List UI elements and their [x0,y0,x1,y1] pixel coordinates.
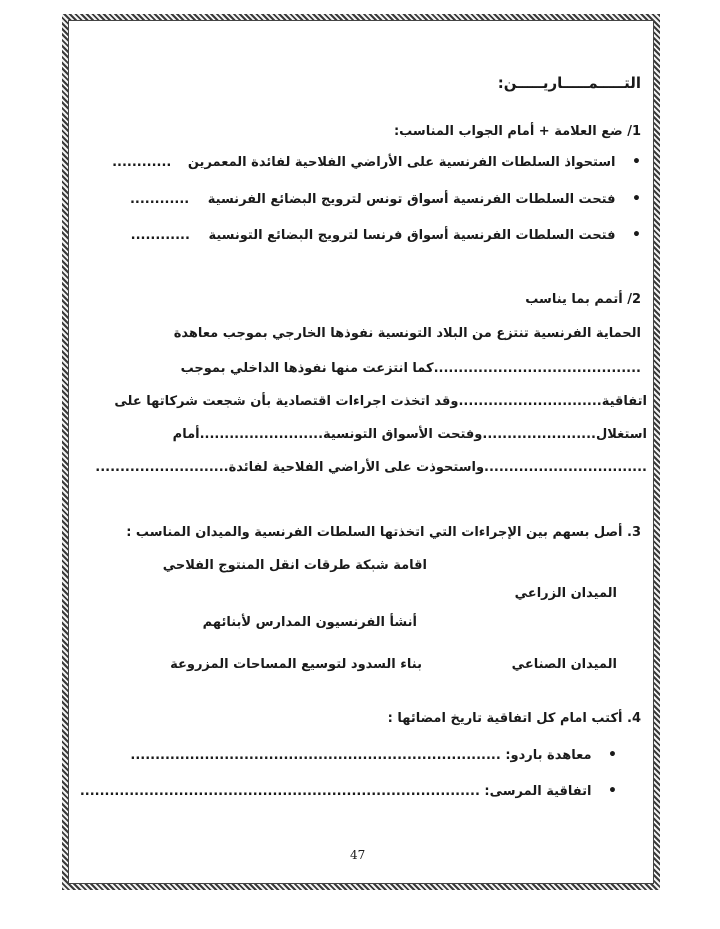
exercise-1-item [131,227,641,244]
exercise-2-line[interactable]: استغلال.......................وفتحت الأسواق التونسية.........................أمام [172,427,647,442]
exercise-1-item-text: فتحت السلطات الفرنسية أسواق تونس لترويج البضائع الفرنسية [207,192,616,207]
page-title: التـــــمـــــاريـــــن: [497,74,641,92]
measure-item[interactable]: أنشأ الفرنسيون المدارس لأبنائهم [202,615,417,630]
answer-blank[interactable]: ........................................................................... [130,748,501,763]
exercise-4-item [80,783,617,800]
exercise-4-item-label: معاهدة باردو: [505,748,592,763]
exercise-2-line: الحماية الفرنسية تنتزع من البلاد التونسية نفوذها الخارجي بموجب معاهدة [173,326,641,341]
exercise-3-heading: 3. أصل بسهم بين الإجراءات التي اتخذتها السلطات الفرنسية والميدان المناسب : [126,525,641,540]
answer-blank[interactable]: ............ [129,192,190,207]
exercise-4-item-label: اتفاقية المرسى: [484,784,592,799]
measure-item[interactable]: اقامة شبكة طرقات انقل المنتوج الفلاحي [162,558,427,573]
page-number: 47 [350,848,366,862]
exercise-2-line[interactable]: .................................واستحوذت على الأراضي الفلاحية لفائدة........................... [95,460,647,475]
measure-item[interactable]: بناء السدود لتوسيع المساحات المزروعة [170,657,422,672]
exercise-1-heading: 1/ ضع العلامة + أمام الجواب المناسب: [393,124,641,139]
exercise-1-item [112,154,641,171]
exercise-1-item-text: استحواذ السلطات الفرنسية على الأراضي الفلاحية لفائدة المعمرين [187,155,616,170]
exercise-2-line[interactable]: اتفاقية.............................وقد اتخذت اجراءات اقتصادية بأن شجعت شركاتها على [114,394,647,409]
answer-blank[interactable]: ................................................................................. [79,784,480,799]
exercise-1-item-text: فتحت السلطات الفرنسية أسواق فرنسا لترويج البضائع التونسية [208,228,616,243]
exercise-1-item [130,191,641,208]
exercise-4-item [130,747,617,764]
exercise-2-heading: 2/ أتمم بما يناسب [525,292,641,307]
exercise-2-line[interactable]: ..........................................كما انتزعت منها نفوذها الداخلي بموجب [180,361,641,376]
answer-blank[interactable]: ............ [112,155,172,170]
exercise-4-heading: 4. أكتب امام كل اتفاقية تاريخ امضائها : [387,711,641,726]
field-item[interactable]: الميدان الصناعي [511,657,617,672]
field-item[interactable]: الميدان الزراعي [514,586,617,601]
answer-blank[interactable]: ............ [130,228,190,243]
